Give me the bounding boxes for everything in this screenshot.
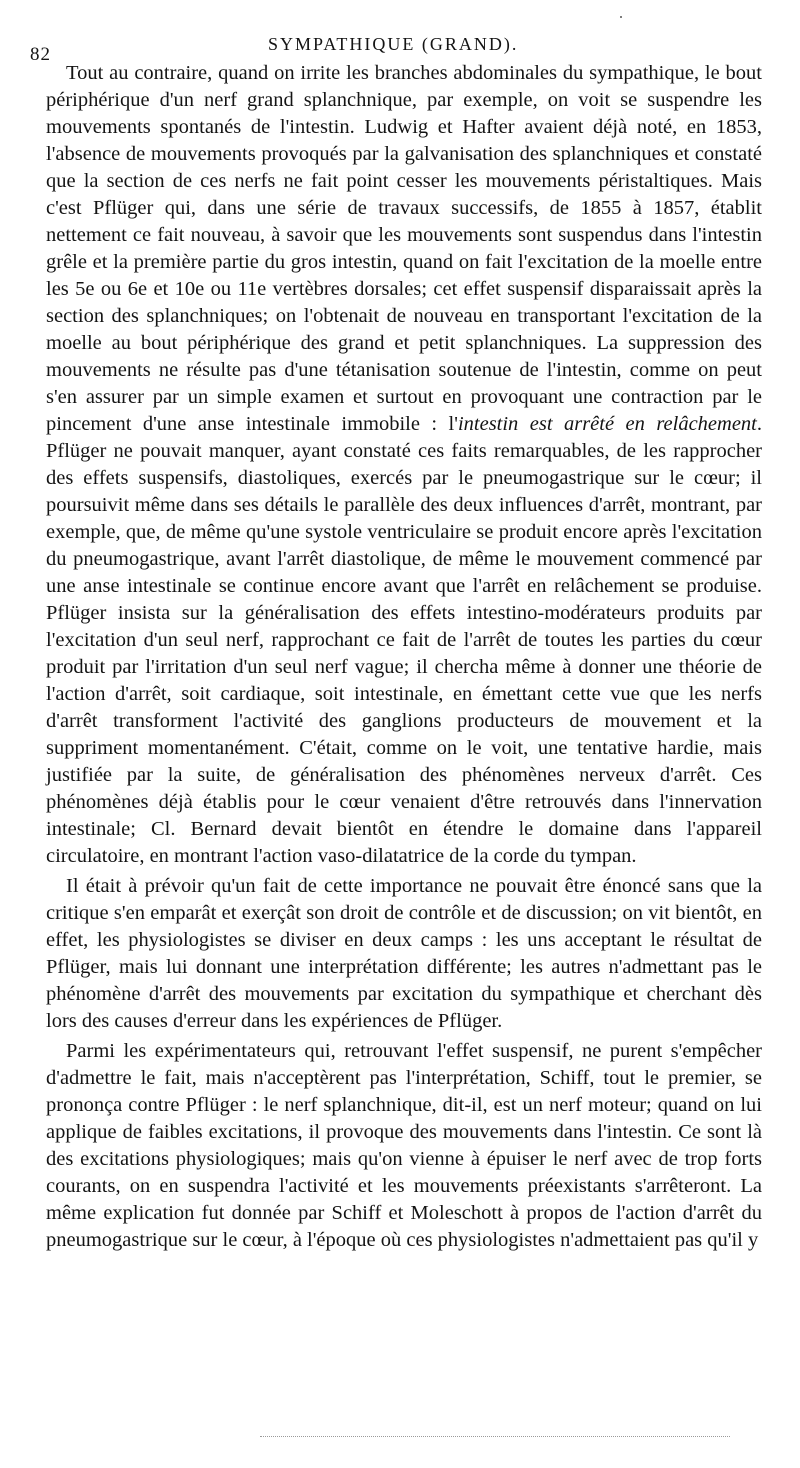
running-title: SYMPATHIQUE (GRAND). [268,34,519,54]
page-number: 82 [30,44,51,65]
paragraph-1-italic: intestin est arrêté en relâchement [457,413,757,435]
paragraph-1 [46,60,762,870]
paragraph-3: Parmi les expérimentateurs qui, retrouvant l'effet suspensif, ne purent s'empêcher d'admettre le fait, mais n'acceptèrent pas l'interprétation, Schiff, tout le premier, se prononça contre Pflüger : le nerf splanchnique, dit-il, est un nerf moteur; quand on lui applique de faibles excitations, il provoque des mouvements dans l'intestin. Ce sont là des excitations physiologiques; mais qu'on vienne à épuiser le nerf avec de trop forts courants, on en suspendra l'activité et les mouvements préexistants s'arrêteront. La même explication fut donnée par Schiff et Moleschott à propos de l'action d'arrêt du pneumogastrique sur le cœur, à l'époque où ces physiologistes n'admettaient pas qu'il y [46,1040,762,1251]
print-speck [620,16,622,18]
footer-dotted-rule [260,1436,730,1437]
paragraph-1-text-continued: . Pflüger ne pouvait manquer, ayant constaté ces faits remarquables, de les rapprocher des effets suspensifs, diastoliques, exercés par le pneumogastrique sur le cœur; il poursuivit même dans ses détails le parallèle des deux influences d'arrêt, montrant, par exemple, que, de même qu'une systole ventriculaire se produit encore après l'excitation du pneumogastrique, avant l'arrêt diastolique, de même le mouvement commencé par une anse intestinale se continue encore avant que l'arrêt en relâchement se produise. Pflüger insista sur la généralisation des effets intestino-modérateurs produits par l'excitation d'un seul nerf, rapprochant ce fait de l'arrêt de toutes les parties du cœur produit par l'irritation d'un seul nerf vague; il chercha même à donner une théorie de l'action d'arrêt, soit cardiaque, soit intestinale, en émettant cette vue que les nerfs d'arrêt transforment l'activité des ganglions producteurs de mouvement et la suppriment momentanément. C'était, comme on le voit, une tentative hardie, mais justifiée par la suite, de généralisation des phénomènes nerveux d'arrêt. Ces phénomènes déjà établis pour le cœur venaient d'être retrouvés dans l'innervation intestinale; Cl. Bernard devait bientôt en étendre le domaine dans l'appareil circulatoire, en montrant l'action vaso-dilatatrice de la corde du tympan. [46,413,763,867]
body-text [46,60,762,1254]
paragraph-1-text: Tout au contraire, quand on irrite les branches abdominales du sympathique, le bout périphérique d'un nerf grand splanchnique, par exemple, on voit se suspendre les mouvements spontanés de l'intestin. Ludwig et Hafter avaient déjà noté, en 1853, l'absence de mouvements provoqués par la galvanisation des splanchniques et constaté que la section de ces nerfs ne fait point cesser les mouvements péristaltiques. Mais c'est Pflüger qui, dans une série de travaux successifs, de 1855 à 1857, établit nettement ce fait nouveau, à savoir que les mouvements sont suspendus dans l'intestin grêle et la première partie du gros intestin, quand on fait l'excitation de la moelle entre les 5e ou 6e et 10e ou 11e vertèbres dorsales; cet effet suspensif disparaissait après la section des splanchniques; on l'obtenait de nouveau en transportant l'excitation de la moelle au bout périphérique des grand et petit splanchniques. La suppression des mouvements ne résulte pas d'une tétanisation soutenue de l'intestin, comme on peut s'en assurer par un simple examen et surtout en provoquant une contraction par le pincement d'une anse intestinale immobile : l' [46,62,762,435]
paragraph-2: Il était à prévoir qu'un fait de cette importance ne pouvait être énoncé sans que la critique s'en emparât et exerçât son droit de contrôle et de discussion; on vit bientôt, en effet, les physiologistes se diviser en deux camps : les uns acceptant le résultat de Pflüger, mais lui donnant une interprétation différente; les autres n'admettant pas le phénomène d'arrêt des mouvements par excitation du sympathique et cherchant dès lors des causes d'erreur dans les expériences de Pflüger. [46,875,762,1032]
